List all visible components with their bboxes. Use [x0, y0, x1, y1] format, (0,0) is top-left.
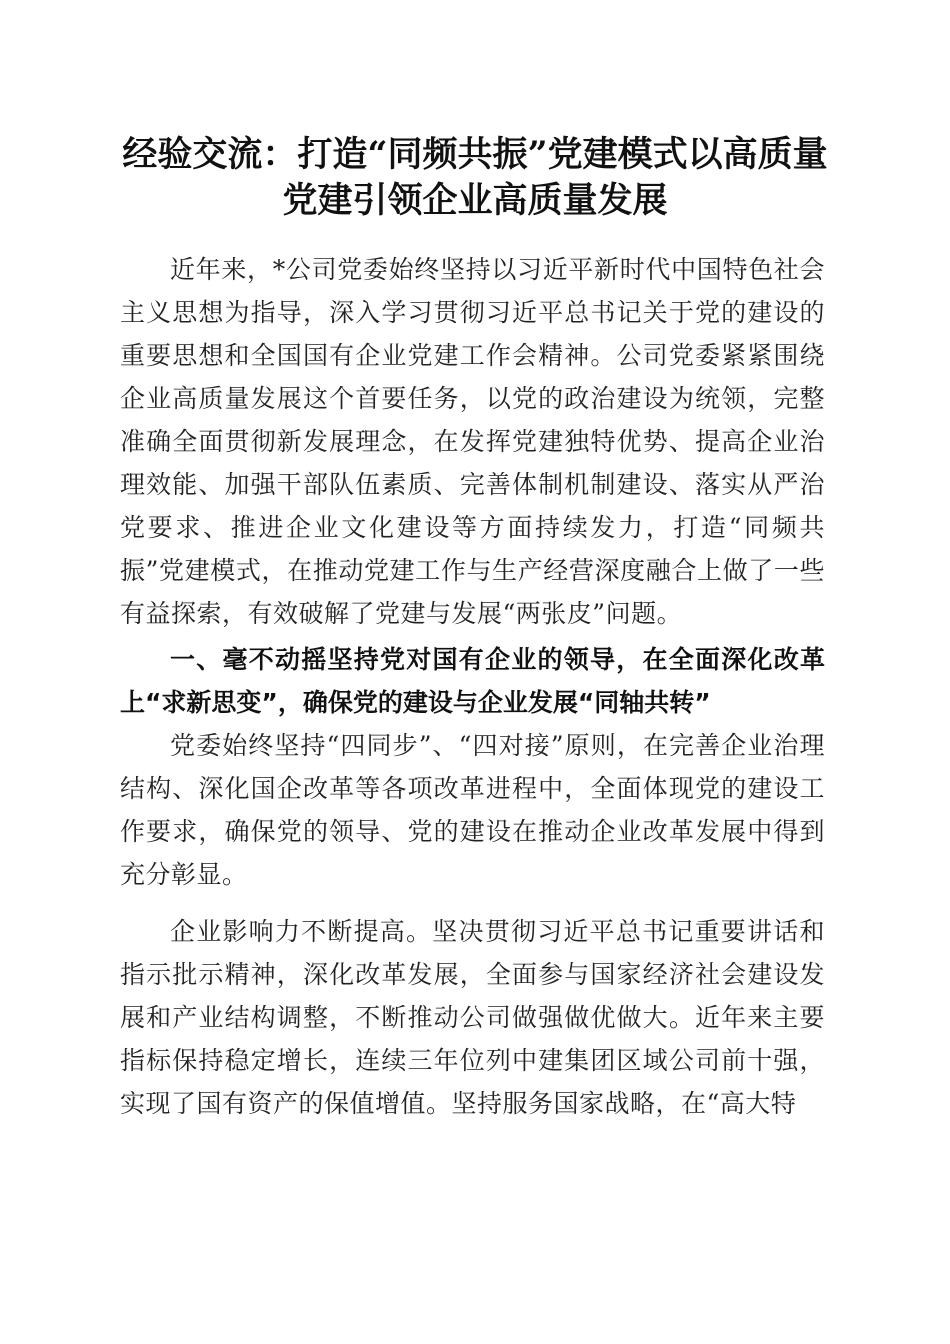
document-body [120, 248, 825, 1125]
section-heading-1: 一、毫不动摇坚持党对国有企业的领导，在全面深化改革上“求新思变”，确保党的建设与企业发展“同轴共转” [120, 645, 825, 717]
intro-paragraph: 近年来，*公司党委始终坚持以习近平新时代中国特色社会主义思想为指导，深入学习贯彻习近平总书记关于党的建设的重要思想和全国国有企业党建工作会精神。公司党委紧紧围绕企业高质量发展这个首要任务，以党的政治建设为统领，完整准确全面贯彻新发展理念，在发挥党建独特优势、提高企业治理效能、加强干部队伍素质、完善体制机制建设、落实从严治党要求、推进企业文化建设等方面持续发力，打造“同频共振”党建模式，在推动党建工作与生产经营深度融合上做了一些有益探索，有效破解了党建与发展“两张皮”问题。 [120, 255, 825, 628]
body-paragraph: 党委始终坚持“四同步”、“四对接”原则，在完善企业治理结构、深化国企改革等各项改革进程中，全面体现党的建设工作要求，确保党的领导、党的建设在推动企业改革发展中得到充分彰显。 [120, 731, 825, 889]
document-title: 经验交流：打造“同频共振”党建模式以高质量党建引领企业高质量发展 [122, 134, 828, 221]
body-paragraph: 企业影响力不断提高。坚决贯彻习近平总书记重要讲话和指示批示精神，深化改革发展，全面参与国家经济社会建设发展和产业结构调整，不断推动公司做强做优做大。近年来主要指标保持稳定增长，连续三年位列中建集团区域公司前十强，实现了国有资产的保值增值。坚持服务国家战略，在“高大特 [120, 917, 825, 1118]
